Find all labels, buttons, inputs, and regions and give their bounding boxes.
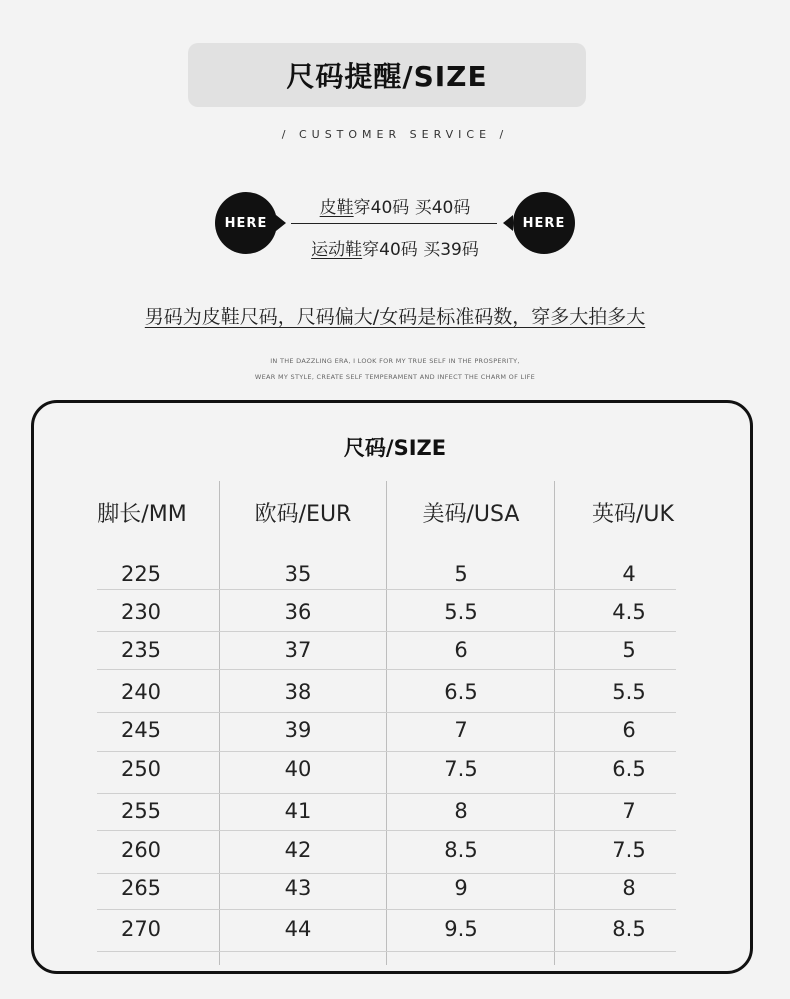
cell-uk: 8 bbox=[622, 876, 636, 900]
cell-foot-length: 265 bbox=[120, 876, 162, 900]
cell-eur: 43 bbox=[284, 876, 312, 900]
column-divider bbox=[554, 481, 555, 965]
cell-eur: 42 bbox=[284, 838, 312, 862]
tip-leather-shoes bbox=[280, 193, 510, 218]
row-divider bbox=[97, 712, 676, 713]
cell-uk: 6 bbox=[622, 718, 636, 742]
cell-foot-length: 260 bbox=[120, 838, 162, 862]
cell-uk: 5.5 bbox=[612, 680, 646, 704]
row-divider bbox=[97, 909, 676, 910]
cell-usa: 8 bbox=[454, 799, 468, 823]
size-table-title: 尺码/SIZE bbox=[343, 436, 447, 460]
here-badge-right: HERE bbox=[513, 192, 575, 254]
column-divider bbox=[386, 481, 387, 965]
cell-usa: 5 bbox=[454, 562, 468, 586]
cell-foot-length: 255 bbox=[120, 799, 162, 823]
row-divider bbox=[97, 589, 676, 590]
cell-usa: 8.5 bbox=[444, 838, 478, 862]
cell-uk: 8.5 bbox=[612, 917, 646, 941]
tip-sports-shoes bbox=[280, 235, 510, 260]
cell-eur: 40 bbox=[284, 757, 312, 781]
column-header-foot-length: 脚长/MM bbox=[97, 502, 187, 527]
cell-foot-length: 230 bbox=[120, 600, 162, 624]
cell-eur: 41 bbox=[284, 799, 312, 823]
cell-uk: 4.5 bbox=[612, 600, 646, 624]
cell-uk: 7 bbox=[622, 799, 636, 823]
subtitle: / CUSTOMER SERVICE / bbox=[281, 128, 509, 141]
cell-eur: 35 bbox=[284, 562, 312, 586]
row-divider bbox=[97, 751, 676, 752]
tip-divider bbox=[291, 223, 497, 224]
tip-leather-text: 穿40码 买40码 bbox=[353, 198, 471, 218]
cell-uk: 5 bbox=[622, 638, 636, 662]
row-divider bbox=[97, 631, 676, 632]
cell-foot-length: 270 bbox=[120, 917, 162, 941]
cell-usa: 6.5 bbox=[444, 680, 478, 704]
tip-leather-label: 皮鞋 bbox=[319, 198, 354, 218]
cell-usa: 6 bbox=[454, 638, 468, 662]
cell-eur: 38 bbox=[284, 680, 312, 704]
cell-eur: 44 bbox=[284, 917, 312, 941]
cell-usa: 7.5 bbox=[444, 757, 478, 781]
tip-sports-label: 运动鞋 bbox=[311, 240, 363, 260]
cell-foot-length: 235 bbox=[120, 638, 162, 662]
cell-eur: 37 bbox=[284, 638, 312, 662]
column-header-usa: 美码/USA bbox=[422, 502, 520, 527]
cell-usa: 9 bbox=[454, 876, 468, 900]
cell-eur: 39 bbox=[284, 718, 312, 742]
cell-usa: 9.5 bbox=[444, 917, 478, 941]
size-notice: 男码为皮鞋尺码，尺码偏大/女码是标准码数，穿多大拍多大 bbox=[144, 306, 646, 328]
cell-foot-length: 225 bbox=[120, 562, 162, 586]
cell-eur: 36 bbox=[284, 600, 312, 624]
cell-usa: 5.5 bbox=[444, 600, 478, 624]
cell-foot-length: 240 bbox=[120, 680, 162, 704]
title-box bbox=[188, 43, 586, 107]
row-divider bbox=[97, 873, 676, 874]
column-header-uk: 英码/UK bbox=[592, 502, 674, 527]
cell-foot-length: 250 bbox=[120, 757, 162, 781]
page-title: 尺码提醒/SIZE bbox=[286, 60, 488, 93]
cell-uk: 7.5 bbox=[612, 838, 646, 862]
column-divider bbox=[219, 481, 220, 965]
row-divider bbox=[97, 951, 676, 952]
row-divider bbox=[97, 669, 676, 670]
fine-print-line-2: WEAR MY STYLE, CREATE SELF TEMPERAMENT AND INFECT THE CHARM OF LIFE bbox=[254, 373, 536, 381]
row-divider bbox=[97, 793, 676, 794]
column-header-eur: 欧码/EUR bbox=[254, 502, 352, 527]
cell-foot-length: 245 bbox=[120, 718, 162, 742]
cell-usa: 7 bbox=[454, 718, 468, 742]
here-badge-left: HERE bbox=[215, 192, 277, 254]
cell-uk: 6.5 bbox=[612, 757, 646, 781]
cell-uk: 4 bbox=[622, 562, 636, 586]
tip-sports-text: 穿40码 买39码 bbox=[362, 240, 479, 260]
fine-print-line-1: IN THE DAZZLING ERA, I LOOK FOR MY TRUE SELF IN THE PROSPERITY, bbox=[270, 357, 520, 365]
row-divider bbox=[97, 830, 676, 831]
